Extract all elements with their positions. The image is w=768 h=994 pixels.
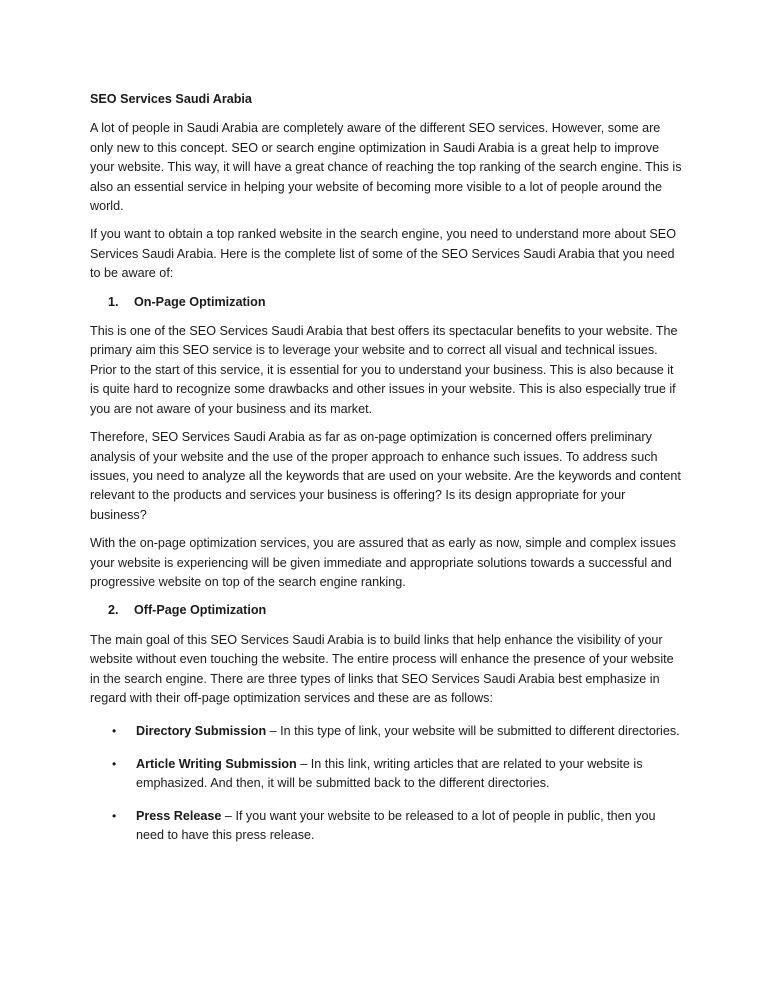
section-number: 1. bbox=[108, 294, 119, 309]
list-item-term: Article Writing Submission bbox=[136, 756, 297, 771]
list-item bbox=[90, 755, 682, 794]
list-item bbox=[90, 722, 682, 741]
document-title: SEO Services Saudi Arabia bbox=[90, 92, 252, 106]
list-item-text: – If you want your website to be released to a lot of people in public, then you need to have this press release. bbox=[136, 808, 656, 842]
section-heading-text: Off-Page Optimization bbox=[134, 603, 267, 618]
section-heading-on-page bbox=[90, 293, 682, 312]
bullet-icon: • bbox=[112, 808, 117, 823]
list-item-term: Directory Submission bbox=[136, 724, 267, 739]
section-paragraph: This is one of the SEO Services Saudi Arabia that best offers its spectacular benefits to your website. The primary aim this SEO service is to leverage your website and to correct all visual and technical issues. Prior to the start of this service, it is essential for you to understand your business. This is also because it is quite hard to recognize some drawbacks and other issues in your website. This is also especially true if you are not aware of your business and its market. bbox=[90, 324, 678, 416]
list-item-body bbox=[136, 807, 682, 846]
link-types-list bbox=[90, 722, 682, 845]
section-heading-off-page bbox=[90, 601, 682, 620]
list-item bbox=[90, 807, 682, 846]
intro-paragraph: A lot of people in Saudi Arabia are completely aware of the different SEO services. However, some are only new to this concept. SEO or search engine optimization in Saudi Arabia is a great help to improve your website. This way, it will have a great chance of reaching the top ranking of the search engine. This is also an essential service in helping your website of becoming more visible to a lot of people around the world. bbox=[90, 121, 682, 214]
list-item-text: – In this link, writing articles that are related to your website is emphasized. And then, it will be submitted back to the different directories. bbox=[136, 756, 643, 791]
section-paragraph: The main goal of this SEO Services Saudi Arabia is to build links that help enhance the visibility of your website without even touching the website. The entire process will enhance the presence of your website in the search engine. There are three types of links that SEO Services Saudi Arabia best emphasize in regard with their off-page optimization services and these are as follows: bbox=[90, 632, 674, 705]
bullet-icon: • bbox=[112, 724, 117, 739]
section-paragraph: Therefore, SEO Services Saudi Arabia as far as on-page optimization is concerned offers preliminary analysis of your website and the use of the proper approach to enhance such issues. To address such issues, you need to analyze all the keywords that are used on your website. Are the keywords and content relevant to the products and services your business is offering? Is its design appropriate for your business? bbox=[90, 430, 681, 522]
intro-paragraph: If you want to obtain a top ranked website in the search engine, you need to understand more about SEO Services Saudi Arabia. Here is the complete list of some of the SEO Services Saudi Arabia that you need to be aware of: bbox=[90, 227, 676, 281]
bullet-icon: • bbox=[112, 756, 117, 771]
list-item-text: – In this type of link, your website will be submitted to different directories. bbox=[266, 724, 680, 739]
document-page bbox=[90, 90, 682, 858]
list-item-body bbox=[136, 755, 682, 794]
section-heading-text: On-Page Optimization bbox=[134, 294, 266, 309]
section-number: 2. bbox=[108, 603, 119, 618]
list-item-body bbox=[136, 722, 682, 741]
list-item-term: Press Release bbox=[136, 808, 222, 823]
section-paragraph: With the on-page optimization services, you are assured that as early as now, simple and complex issues your website is experiencing will be given immediate and appropriate solutions towards a successful and progressive website on top of the search engine ranking. bbox=[90, 536, 676, 589]
